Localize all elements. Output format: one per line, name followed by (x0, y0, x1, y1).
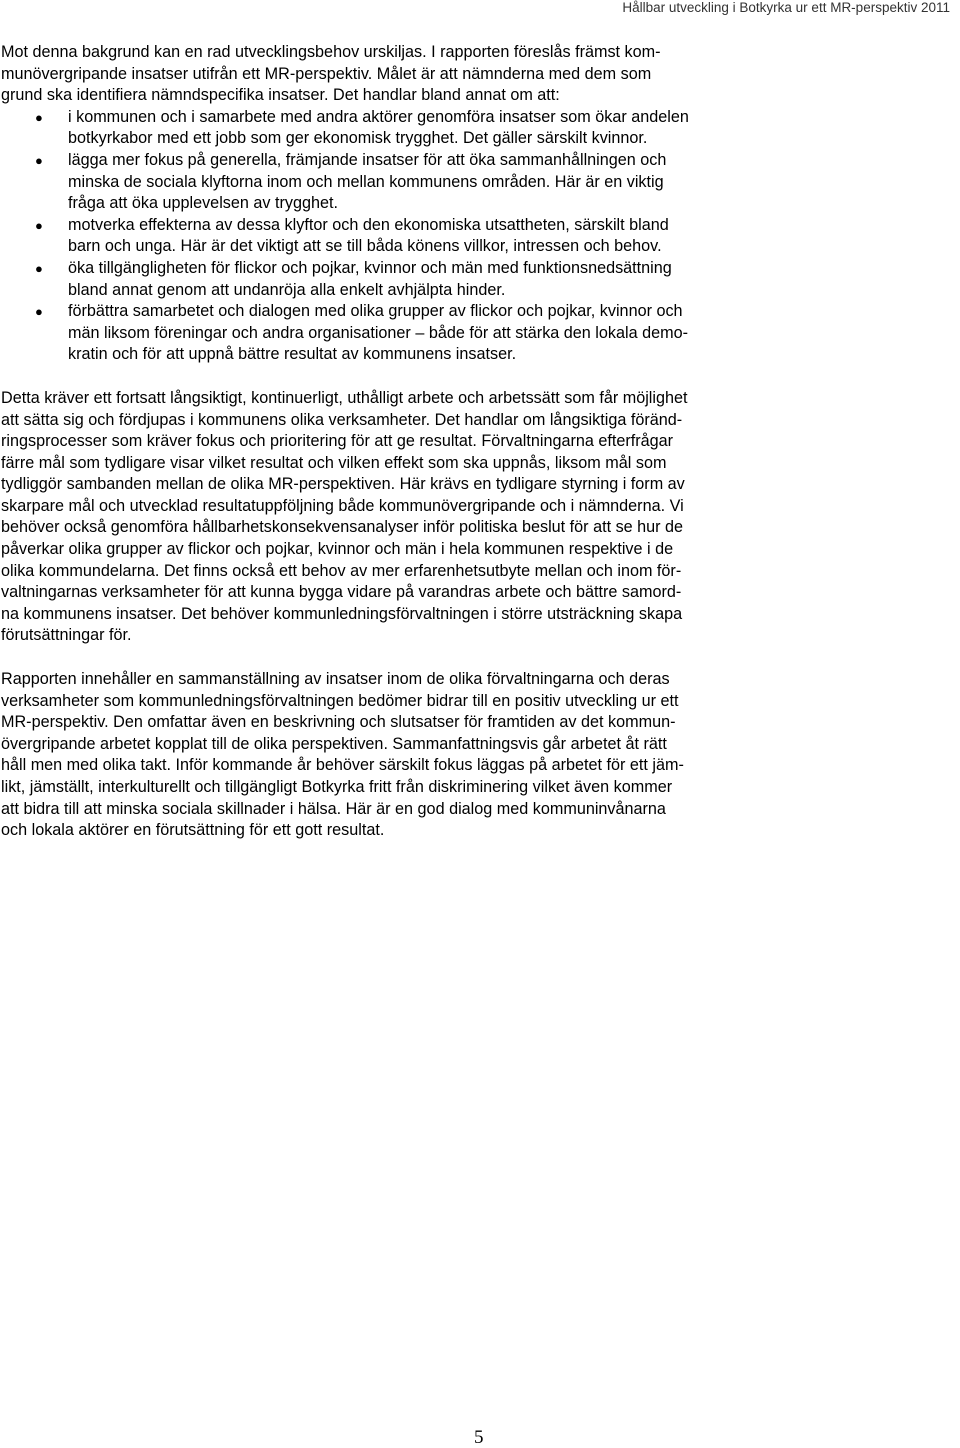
paragraph-spacer (1, 647, 801, 669)
bullet-line: botkyrkabor med ett jobb som ger ekonomisk trygghet. Det gäller särskilt kvinnor. (68, 129, 648, 148)
body-paragraph (1, 388, 801, 647)
paragraph-line: Detta kräver ett fortsatt långsiktigt, kontinuerligt, uthålligt arbete och arbetssätt som får möjlighet (1, 388, 688, 407)
bullet-item (1, 215, 801, 258)
paragraph-line: förutsättningar för. (1, 626, 132, 645)
page-number: 5 (474, 1427, 484, 1448)
paragraph-line: likt, jämställt, interkulturellt och tillgängligt Botkyrka fritt från diskriminering vilket även kommer (1, 778, 673, 796)
paragraph-line: övergripande arbetet kopplat till de olika perspektiven. Sammanfattningsvis går arbetet åt rätt (1, 734, 667, 753)
bullet-line: kratin och för att uppnå bättre resultat av kommunens insatser. (68, 345, 517, 364)
paragraph-line: behöver också genomföra hållbarhetskonsekvensanalyser inför politiska beslut för att se hur de (1, 518, 684, 537)
paragraph-line: att bidra till att minska sociala skillnader i hälsa. Här är en god dialog med kommuninvånarna (1, 799, 666, 818)
document-body (1, 42, 801, 842)
bullet-line: barn och unga. Här är det viktigt att se till båda könens villkor, intressen och behov. (68, 237, 662, 256)
bullet-dot-icon: ● (35, 109, 43, 125)
paragraph-spacer (1, 366, 801, 388)
intro-paragraph (1, 42, 801, 107)
paragraph-line: Rapporten innehåller en sammanställning av insatser inom de olika förvaltningarna och deras (1, 670, 670, 689)
bullet-line: fråga att öka upplevelsen av trygghet. (68, 194, 338, 213)
body-paragraph (1, 669, 801, 842)
bullet-item (1, 301, 801, 366)
bullet-line: minska de sociala klyftorna inom och mellan kommunens områden. Här är en viktig (68, 172, 664, 191)
bullet-line: bland annat genom att undanröja alla enkelt avhjälpta hinder. (68, 280, 506, 299)
bullet-dot-icon: ● (35, 217, 43, 233)
paragraph-line: påverkar olika grupper av flickor och pojkar, kvinnor och män i hela kommunen respektive i de (1, 540, 674, 559)
paragraph-line: verksamheter som kommunledningsförvaltningen bedömer bidrar till en positiv utveckling ur ett (1, 691, 679, 710)
intro-line: Mot denna bakgrund kan en rad utvecklingsbehov urskiljas. I rapporten föreslås främst kom- (1, 43, 661, 61)
bullet-item (1, 150, 801, 215)
paragraph-line: och lokala aktörer en förutsättning för ett gott resultat. (1, 821, 385, 840)
bullet-dot-icon: ● (35, 260, 43, 276)
bullet-item (1, 258, 801, 301)
bullet-line: män liksom föreningar och andra organisationer – både för att stärka den lokala demo- (68, 323, 688, 342)
bullet-line: motverka effekterna av dessa klyftor och den ekonomiska utsattheten, särskilt bland (68, 215, 669, 234)
paragraph-line: na kommunens insatser. Det behöver kommunledningsförvaltningen i större utsträckning skapa (1, 604, 683, 623)
bullet-line: förbättra samarbetet och dialogen med olika grupper av flickor och pojkar, kvinnor och (68, 302, 683, 321)
bullet-item (1, 107, 801, 150)
bullet-line: öka tillgängligheten för flickor och pojkar, kvinnor och män med funktionsnedsättning (68, 258, 672, 277)
bullet-line: lägga mer fokus på generella, främjande insatser för att öka sammanhållningen och (68, 150, 667, 169)
paragraph-line: färre mål som tydligare visar vilket resultat och vilken effekt som ska uppnås, liksom mål som (1, 453, 667, 472)
paragraph-line: MR-perspektiv. Den omfattar även en beskrivning och slutsatser för framtiden av det kommun- (1, 713, 676, 732)
running-header: Hållbar utveckling i Botkyrka ur ett MR-perspektiv 2011 (622, 0, 950, 15)
paragraph-line: skarpare mål och utvecklad resultatuppföljning både kommunövergripande och i nämnderna. Vi (1, 496, 684, 515)
bullet-list (1, 107, 801, 366)
intro-line: grund ska identifiera nämndspecifika insatser. Det handlar bland annat om att: (1, 86, 560, 105)
paragraph-line: olika kommundelarna. Det finns också ett behov av mer erfarenhetsutbyte mellan och inom för- (1, 561, 682, 580)
paragraph-line: ringsprocesser som kräver fokus och prioritering för att ge resultat. Förvaltningarna efterfrågar (1, 432, 674, 451)
bullet-line: i kommunen och i samarbete med andra aktörer genomföra insatser som ökar andelen (68, 107, 689, 126)
bullet-dot-icon: ● (35, 304, 43, 320)
paragraph-line: tydliggör sambanden mellan de olika MR-perspektiven. Här krävs en tydligare styrning i form av (1, 475, 685, 494)
bullet-dot-icon: ● (35, 152, 43, 168)
intro-line: munövergripande insatser utifrån ett MR-perspektiv. Målet är att nämnderna med dem som (1, 64, 652, 83)
paragraph-line: valtningarnas verksamheter för att kunna bygga vidare på varandras arbete och bättre samord- (1, 583, 682, 602)
paragraph-line: håll men med olika takt. Inför kommande år behöver särskilt fokus läggas på arbetet för ett jäm- (1, 756, 684, 775)
paragraph-line: att sätta sig och fördjupas i kommunens olika verksamheter. Det handlar om långsiktiga föränd- (1, 410, 683, 429)
